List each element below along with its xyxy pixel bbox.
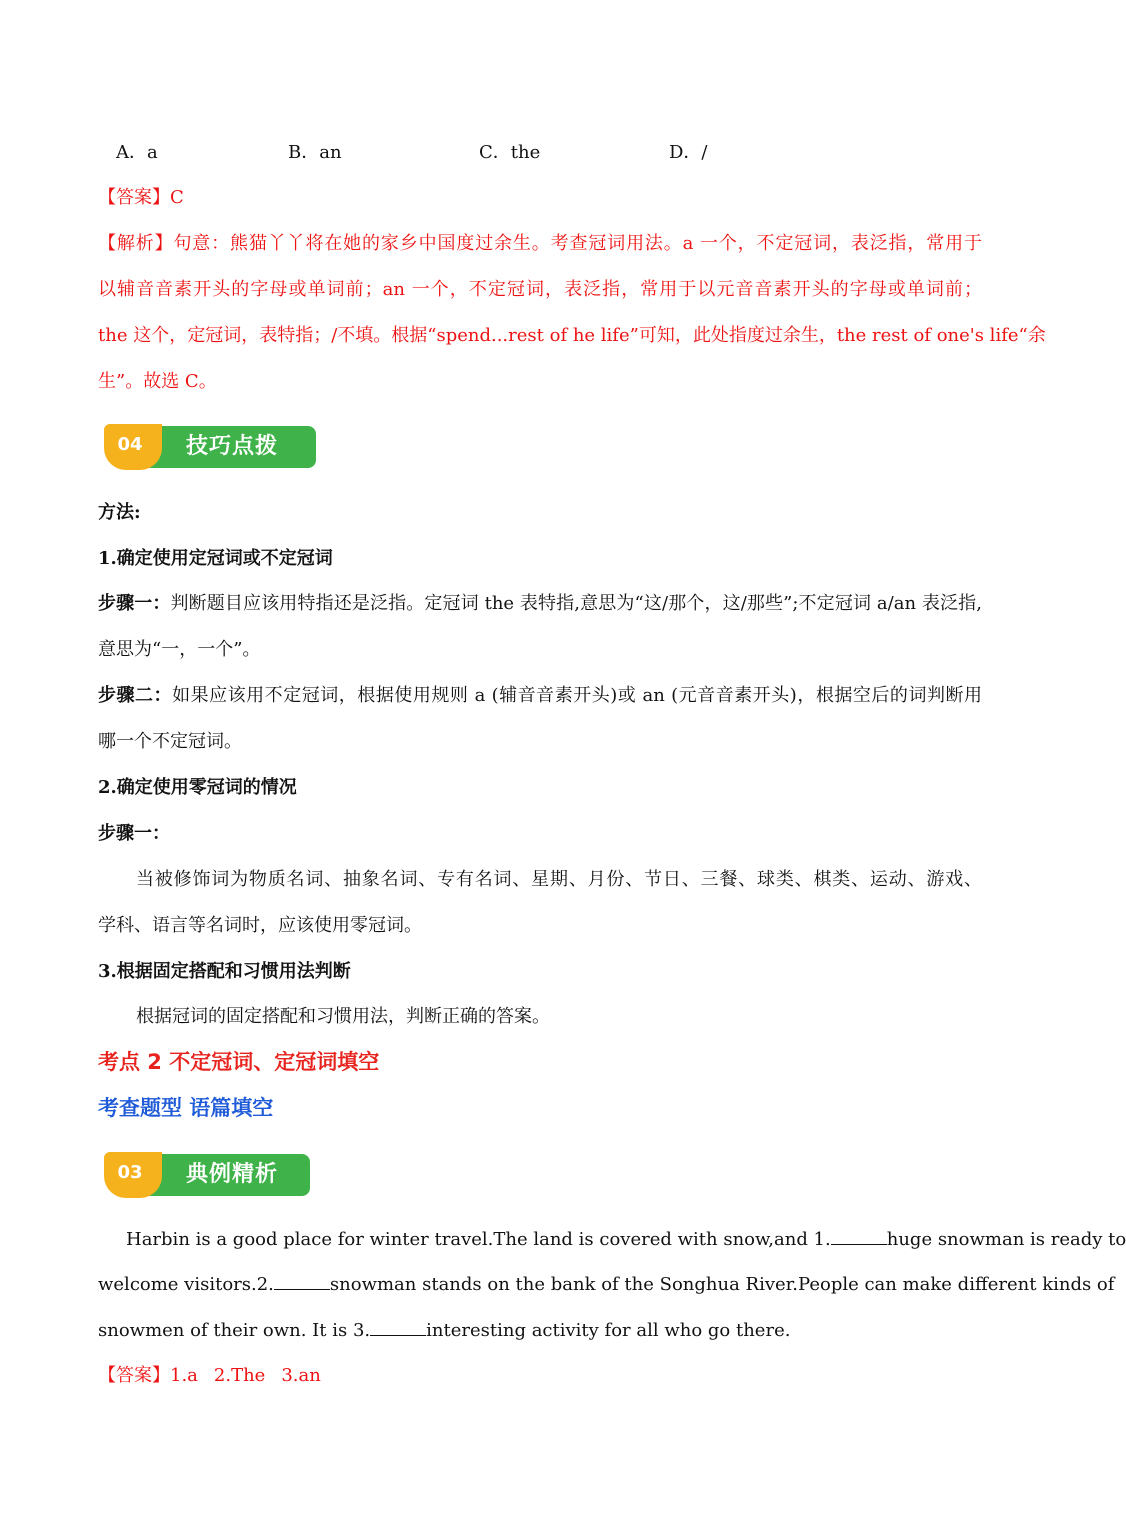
analysis-line-2: 以辅音音素开头的字母或单词前；an 一个，不定冠词，表泛指，常用于以元音音素开头的字母或单词前； <box>98 279 982 300</box>
blank-2 <box>274 1273 330 1290</box>
analysis-line-1: 【解析】句意：熊猫丫丫将在她的家乡中国度过余生。考查冠词用法。a 一个，不定冠词，表泛指，常用于 <box>98 233 982 254</box>
step1-text: 判断题目应该用特指还是泛指。定冠词 the 表特指,意思为“这/那个，这/那些”;不定冠词 a/an 表泛指, <box>170 593 983 614</box>
step2-text: 如果应该用不定冠词，根据使用规则 a (辅音音素开头)或 an (元音音素开头)，根据空后的词判断用 <box>172 685 982 706</box>
passage-line-1 <box>98 1226 1126 1254</box>
option-a: A．a <box>116 142 158 163</box>
passage-text: welcome visitors.2. <box>98 1274 274 1295</box>
answer2-item-2: 2.The <box>213 1365 266 1386</box>
answer2-item-3: 3.an <box>281 1365 321 1386</box>
badge-title: 技巧点拨 <box>186 434 279 459</box>
analysis-line-3: the 这个，定冠词，表特指；/不填。根据“spend...rest of he life”可知，此处指度过余生，the rest of one's life“余 <box>98 325 1046 346</box>
method-label: 方法: <box>98 502 141 523</box>
passage-text: interesting activity for all who go there. <box>426 1320 791 1341</box>
step1-line-1 <box>98 590 982 618</box>
passage-text: Harbin is a good place for winter travel.The land is covered with snow,and 1. <box>126 1229 831 1250</box>
step1b-label: 步骤一： <box>98 823 170 844</box>
blank-3 <box>370 1319 426 1336</box>
passage-text: huge snowman is ready to <box>886 1229 1126 1250</box>
step2-line-2: 哪一个不定冠词。 <box>98 731 242 752</box>
method-heading-3: 3.根据固定搭配和习惯用法判断 <box>98 961 351 982</box>
answer-line <box>98 184 982 212</box>
badge-number: 03 <box>117 1162 143 1183</box>
answer2-item-1: 1.a <box>170 1365 198 1386</box>
fixed-usage-line: 根据冠词的固定搭配和习惯用法，判断正确的答案。 <box>136 1006 550 1027</box>
step2-label: 步骤二： <box>98 685 173 706</box>
badge-title: 典例精析 <box>186 1162 279 1187</box>
option-c: C．the <box>479 142 541 163</box>
passage-text: snowmen of their own. It is 3. <box>98 1320 371 1341</box>
zero-article-line-2: 学科、语言等名词时，应该使用零冠词。 <box>98 915 422 936</box>
option-d: D．/ <box>669 142 708 163</box>
answer-label: 【答案】 <box>98 187 170 208</box>
option-b: B．an <box>288 142 342 163</box>
section2-title: 考点 2 不定冠词、定冠词填空 <box>98 1050 380 1074</box>
answer-value: C <box>170 187 184 208</box>
blank-1 <box>831 1228 887 1245</box>
method-heading-1: 1.确定使用定冠词或不定冠词 <box>98 548 333 569</box>
passage-line-2 <box>98 1271 1115 1299</box>
method-heading-2: 2.确定使用零冠词的情况 <box>98 777 297 798</box>
analysis-line-4: 生”。故选 C。 <box>98 371 217 392</box>
step2-line-1 <box>98 682 982 710</box>
zero-article-line-1: 当被修饰词为物质名词、抽象名词、专有名词、星期、月份、节日、三餐、球类、棋类、运动、游戏、 <box>136 869 982 890</box>
answer2-line <box>98 1362 982 1390</box>
section-badge-tips <box>104 424 316 472</box>
passage-line-3 <box>98 1317 982 1345</box>
step1-label: 步骤一： <box>98 593 171 614</box>
section2-subtitle: 考查题型 语篇填空 <box>98 1096 274 1120</box>
passage-text: snowman stands on the bank of the Songhua River.People can make different kinds of <box>329 1274 1115 1295</box>
section-badge-examples <box>104 1152 310 1200</box>
badge-number: 04 <box>117 434 143 455</box>
answer2-label: 【答案】 <box>98 1365 170 1386</box>
step1-line-2: 意思为“一，一个”。 <box>98 639 261 660</box>
